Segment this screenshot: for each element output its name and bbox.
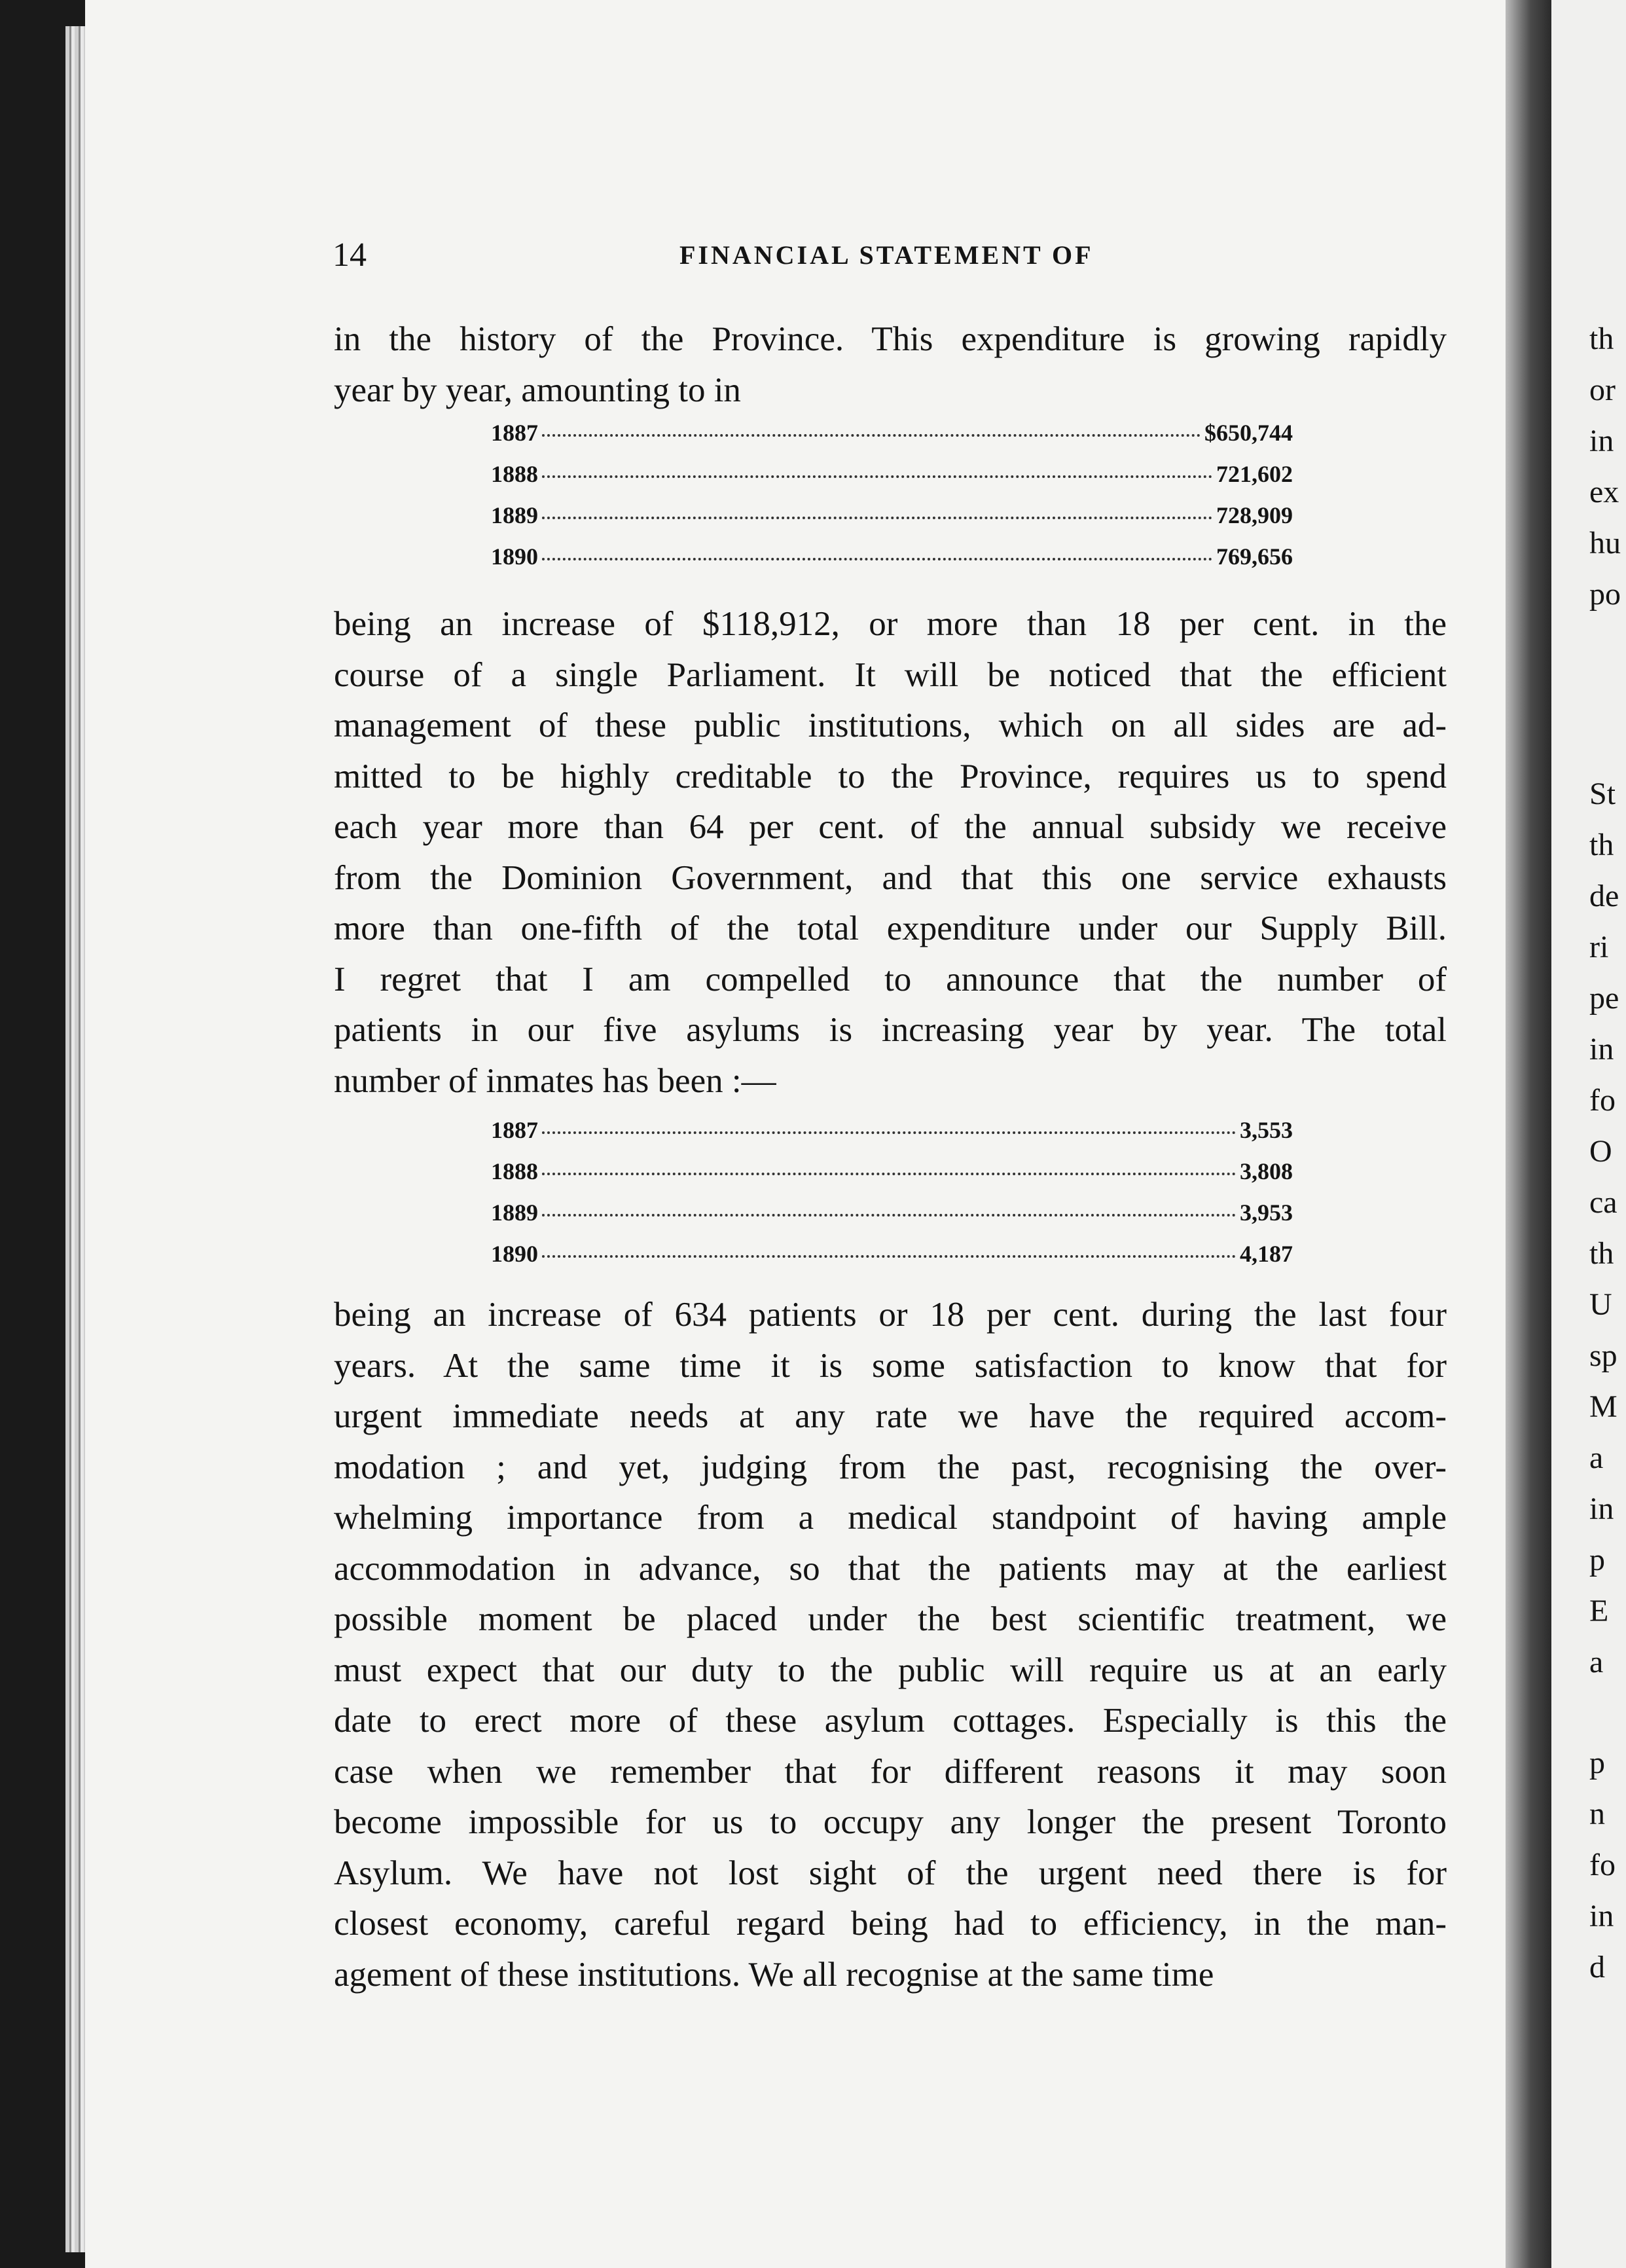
text-line: in the history of the Province. This expenditure is growing rapidly <box>334 320 1447 358</box>
table-amount: 721,602 <box>1216 461 1293 487</box>
table-year: 1890 <box>491 543 538 570</box>
book-spine-shadow <box>1506 0 1551 2268</box>
running-title: FINANCIAL STATEMENT OF <box>679 240 1094 270</box>
facing-page-fragment: de <box>1589 879 1619 913</box>
facing-page-fragment: in <box>1589 1491 1614 1526</box>
text-line: from the Dominion Government, and that this one service exhausts <box>334 858 1447 897</box>
dot-leader <box>542 1255 1236 1258</box>
text-line: years. At the same time it is some satisfaction to know that for <box>334 1346 1447 1385</box>
facing-page-fragment: ex <box>1589 475 1619 509</box>
table-year: 1888 <box>491 1158 538 1184</box>
text-line: each year more than 64 per cent. of the annual subsidy we receive <box>334 808 1447 846</box>
table-row <box>491 1116 1293 1158</box>
inmates-table <box>491 1116 1293 1281</box>
text-line: I regret that I am compelled to announce that the number of <box>334 960 1447 998</box>
facing-page-fragment: ca <box>1589 1185 1617 1220</box>
text-line: date to erect more of these asylum cottages. Especially is this the <box>334 1702 1447 1740</box>
facing-page-fragment: a <box>1589 1440 1604 1475</box>
facing-page-fragment: n <box>1589 1797 1605 1831</box>
dot-leader <box>542 1214 1236 1216</box>
table-amount: $650,744 <box>1204 420 1293 446</box>
facing-page-fragment: p <box>1589 1543 1605 1577</box>
table-amount: 4,187 <box>1240 1241 1293 1267</box>
facing-page-fragment: hu <box>1589 526 1621 560</box>
facing-page-fragment: in <box>1589 1899 1614 1933</box>
facing-page-fragment: U <box>1589 1287 1612 1322</box>
dot-leader <box>542 1131 1236 1134</box>
table-row <box>491 1199 1293 1240</box>
facing-page-edge <box>1551 0 1626 2268</box>
table-row <box>491 460 1293 502</box>
table-amount: 3,953 <box>1240 1199 1293 1226</box>
facing-page-fragment: th <box>1589 1236 1614 1271</box>
facing-page-fragment: po <box>1589 577 1621 612</box>
facing-page-fragment: fo <box>1589 1083 1616 1118</box>
facing-page-fragment: St <box>1589 777 1616 811</box>
text-line: course of a single Parliament. It will be noticed that the efficient <box>334 655 1447 694</box>
table-row <box>491 502 1293 543</box>
text-line: Asylum. We have not lost sight of the urgent need there is for <box>334 1854 1447 1892</box>
text-line: accommodation in advance, so that the patients may at the earliest <box>334 1549 1447 1588</box>
facing-page-fragment: in <box>1589 424 1614 458</box>
text-line: management of these public institutions, which on all sides are ad- <box>334 706 1447 744</box>
text-line: must expect that our duty to the public will require us at an early <box>334 1651 1447 1689</box>
paragraph-2 <box>334 599 1447 1107</box>
dot-leader <box>542 434 1201 437</box>
text-line: closest economy, careful regard being had to efficiency, in the man- <box>334 1905 1447 1943</box>
table-year: 1889 <box>491 1199 538 1226</box>
text-line: more than one-fifth of the total expenditure under our Supply Bill. <box>334 909 1447 947</box>
table-year: 1887 <box>491 1117 538 1143</box>
table-amount: 769,656 <box>1216 543 1293 570</box>
table-amount: 3,553 <box>1240 1117 1293 1143</box>
dot-leader <box>542 475 1212 478</box>
facing-page-fragment: th <box>1589 321 1614 356</box>
text-line: patients in our five asylums is increasing year by year. The total <box>334 1011 1447 1049</box>
table-amount: 3,808 <box>1240 1158 1293 1184</box>
facing-page-fragment: ri <box>1589 930 1609 964</box>
text-line: whelming importance from a medical standpoint of having ample <box>334 1499 1447 1537</box>
paragraph-3 <box>334 1290 1447 2000</box>
table-year: 1890 <box>491 1241 538 1267</box>
facing-page-fragment: a <box>1589 1645 1604 1679</box>
text-line: year by year, amounting to in <box>334 371 741 409</box>
facing-page-fragment: pe <box>1589 981 1619 1015</box>
text-line: mitted to be highly creditable to the Province, requires us to spend <box>334 757 1447 796</box>
facing-page-fragment: th <box>1589 828 1614 862</box>
text-line: agement of these institutions. We all recognise at the same time <box>334 1955 1214 1994</box>
dot-leader <box>542 1173 1236 1175</box>
table-row <box>491 1240 1293 1281</box>
table-row <box>491 419 1293 460</box>
facing-page-fragment: d <box>1589 1950 1605 1985</box>
facing-page-fragment: O <box>1589 1134 1612 1169</box>
text-line: urgent immediate needs at any rate we have the required accom- <box>334 1397 1447 1435</box>
table-year: 1888 <box>491 461 538 487</box>
text-line: being an increase of $118,912, or more than 18 per cent. in the <box>334 605 1447 643</box>
facing-page-fragment: p <box>1589 1746 1605 1780</box>
text-line: case when we remember that for different reasons it may soon <box>334 1752 1447 1791</box>
text-line: possible moment be placed under the best scientific treatment, we <box>334 1600 1447 1638</box>
dot-leader <box>542 558 1212 560</box>
facing-page-fragment: in <box>1589 1032 1614 1067</box>
expenditure-table <box>491 419 1293 584</box>
table-year: 1887 <box>491 420 538 446</box>
page-header <box>333 236 1445 282</box>
facing-page-fragment: or <box>1589 373 1616 407</box>
text-line: modation ; and yet, judging from the past, recognising the over- <box>334 1448 1447 1486</box>
table-amount: 728,909 <box>1216 502 1293 528</box>
page-number: 14 <box>333 236 367 274</box>
text-line: become impossible for us to occupy any longer the present Toronto <box>334 1803 1447 1841</box>
facing-page-fragment: sp <box>1589 1338 1617 1373</box>
table-row <box>491 1158 1293 1199</box>
text-line: number of inmates has been :— <box>334 1061 776 1100</box>
text-line: being an increase of 634 patients or 18 per cent. during the last four <box>334 1296 1447 1334</box>
paragraph-1 <box>334 314 1447 416</box>
facing-page-fragment: M <box>1589 1389 1617 1424</box>
facing-page-fragment: E <box>1589 1594 1609 1628</box>
dot-leader <box>542 517 1212 519</box>
table-row <box>491 543 1293 584</box>
table-year: 1889 <box>491 502 538 528</box>
facing-page-fragment: fo <box>1589 1848 1616 1882</box>
